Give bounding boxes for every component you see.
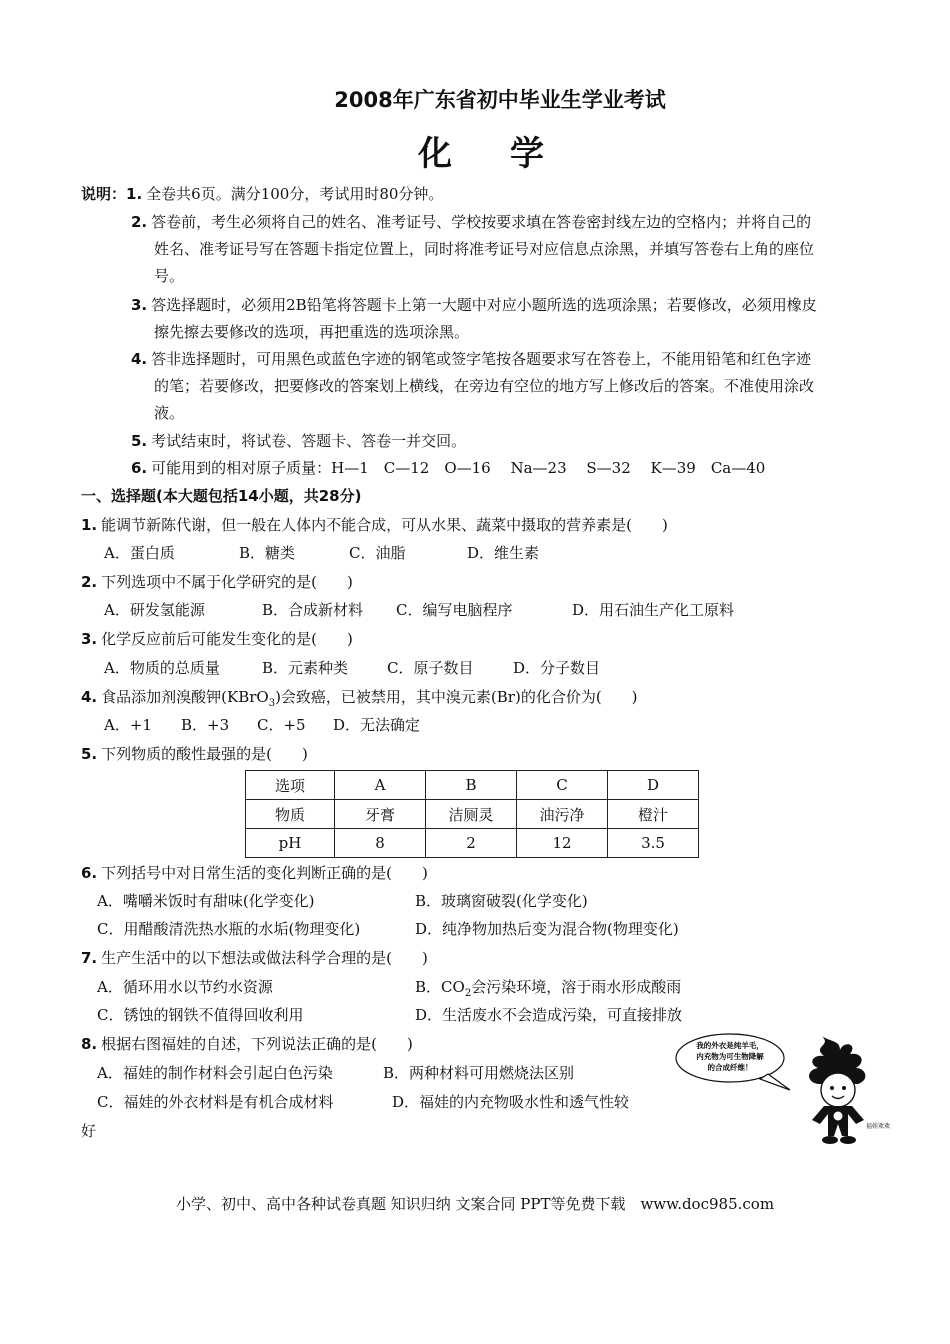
option: C．原子数目 xyxy=(387,659,474,677)
question-options xyxy=(104,542,539,563)
question-options xyxy=(104,599,734,620)
exam-title: 2008年广东省初中毕业生学业考试 xyxy=(334,88,666,112)
table-cell: 牙膏 xyxy=(335,800,426,829)
option: C．+5 xyxy=(257,716,306,734)
table-cell: 物质 xyxy=(246,800,335,829)
option: C．油脂 xyxy=(349,544,406,562)
table-cell: B xyxy=(426,771,517,800)
option: A．嘴嚼米饭时有甜味(化学变化) xyxy=(97,892,315,910)
option: A．研发氢能源 xyxy=(104,601,205,619)
instruction-line: 姓名、准考证号写在答题卡指定位置上，同时将准考证号对应信息点涂黑，并填写答卷右上角的座位 xyxy=(154,240,815,258)
instruction-line: 的笔；若要修改，把要修改的答案划上横线，在旁边有空位的地方写上修改后的答案。不准使用涂改 xyxy=(154,377,815,395)
option: B．两种材料可用燃烧法区别 xyxy=(383,1064,575,1082)
option: A．物质的总质量 xyxy=(104,659,220,677)
question-options xyxy=(97,976,681,999)
instructions-label: 说明： xyxy=(81,185,127,203)
svg-text:我的外衣是纯羊毛，: 我的外衣是纯羊毛， xyxy=(696,1041,764,1050)
question-tail: 好 xyxy=(81,1122,97,1140)
table-cell: 洁厕灵 xyxy=(426,800,517,829)
option: B．元素种类 xyxy=(262,659,349,677)
option: D．用石油生产化工原料 xyxy=(572,601,735,619)
instruction-line: 3. 答选择题时，必须用2B铅笔将答题卡上第一大题中对应小题所选的选项涂黑；若要修改，必须用橡皮 xyxy=(131,296,817,314)
question-stem: 1. 能调节新陈代谢，但一般在人体内不能合成，可从水果、蔬菜中摄取的营养素是( ) xyxy=(81,516,668,534)
ph-table xyxy=(245,770,699,858)
instruction-line: 说明：1. 全卷共6页。满分100分，考试用时80分钟。 xyxy=(81,185,444,203)
option: B．合成新材料 xyxy=(262,601,364,619)
question-stem: 3. 化学反应前后可能发生变化的是( ) xyxy=(81,630,353,648)
instruction-line: 液。 xyxy=(154,404,185,422)
question-stem: 8. 根据右图福娃的自述，下列说法正确的是( ) xyxy=(81,1035,413,1053)
option: A．福娃的制作材料会引起白色污染 xyxy=(97,1064,333,1082)
svg-text:的合成纤维！: 的合成纤维！ xyxy=(707,1063,753,1072)
option: D．生活废水不会造成污染，可直接排放 xyxy=(415,1006,683,1024)
section-title: 一、选择题(本大题包括14小题，共28分) xyxy=(81,487,362,505)
svg-text:福娃欢欢: 福娃欢欢 xyxy=(865,1123,891,1130)
question-stem: 2. 下列选项中不属于化学研究的是( ) xyxy=(81,573,353,591)
option: B．+3 xyxy=(181,716,230,734)
page-footer: 小学、初中、高中各种试卷真题 知识归纳 文案合同 PPT等免费下载 www.doc985.com xyxy=(175,1195,775,1213)
table-cell: A xyxy=(335,771,426,800)
instruction-line: 2. 答卷前，考生必须将自己的姓名、准考证号、学校按要求填在答卷密封线左边的空格内；并将自己的 xyxy=(131,213,812,231)
option: D．分子数目 xyxy=(513,659,601,677)
option: A．循环用水以节约水资源 xyxy=(97,978,273,996)
option: D．福娃的内充物吸水性和透气性较 xyxy=(392,1093,630,1111)
question-stem: 7. 生产生活中的以下想法或做法科学合理的是( ) xyxy=(81,949,428,967)
instruction-line: 5. 考试结束时，将试卷、答题卡、答卷一并交回。 xyxy=(131,432,467,450)
option: D．纯净物加热后变为混合物(物理变化) xyxy=(415,920,679,938)
table-cell: 12 xyxy=(517,829,608,858)
question-stem: 5. 下列物质的酸性最强的是( ) xyxy=(81,745,308,763)
question-options xyxy=(97,1091,629,1112)
table-cell: 油污净 xyxy=(517,800,608,829)
option: C．锈蚀的钢铁不值得回收利用 xyxy=(97,1006,304,1024)
table-cell: D xyxy=(608,771,699,800)
option: A．+1 xyxy=(104,716,152,734)
table-row xyxy=(246,771,699,800)
option: A．蛋白质 xyxy=(104,544,175,562)
option: B．$CO_2$会污染环境，溶于雨水形成酸雨 xyxy=(415,978,682,999)
table-cell: C xyxy=(517,771,608,800)
instruction-line: 6. 可能用到的相对原子质量：H—1 C—12 O—16 Na—23 S—32 K—39 Ca—40 xyxy=(131,459,766,477)
option: B．玻璃窗破裂(化学变化) xyxy=(415,892,588,910)
question-options xyxy=(104,714,420,735)
option: C．编写电脑程序 xyxy=(396,601,513,619)
table-cell: 8 xyxy=(335,829,426,858)
option: B．糖类 xyxy=(239,544,296,562)
option: C．用醋酸清洗热水瓶的水垢(物理变化) xyxy=(97,920,361,938)
instruction-line: 擦先擦去要修改的选项，再把重选的选项涂黑。 xyxy=(154,323,470,341)
question-options xyxy=(104,657,600,678)
instruction-line: 4. 答非选择题时，可用黑色或蓝色字迹的钢笔或签字笔按各题要求写在答卷上，不能用铅笔和红色字迹 xyxy=(131,350,812,368)
question-options xyxy=(97,890,588,911)
table-cell: 3.5 xyxy=(608,829,699,858)
question-stem: 6. 下列括号中对日常生活的变化判断正确的是( ) xyxy=(81,864,428,882)
fuwa-illustration xyxy=(672,1032,892,1150)
table-cell: pH xyxy=(246,829,335,858)
question-options xyxy=(97,1062,574,1083)
table-cell: 选项 xyxy=(246,771,335,800)
option: D．无法确定 xyxy=(333,716,421,734)
question-stem: 4. 食品添加剂溴酸钾(KBrO$_3$)会致癌，已被禁用，其中溴元素(Br)的化合价为( ) xyxy=(81,688,638,709)
table-row xyxy=(246,829,699,858)
svg-text:内充物为可生物降解: 内充物为可生物降解 xyxy=(696,1052,764,1061)
option: D．维生素 xyxy=(467,544,540,562)
question-options xyxy=(97,918,679,939)
table-row xyxy=(246,800,699,829)
instruction-line: 号。 xyxy=(154,267,185,285)
question-options xyxy=(97,1004,682,1025)
table-cell: 2 xyxy=(426,829,517,858)
subject-title: 化学 xyxy=(418,134,602,174)
fuwa-figure xyxy=(672,1032,892,1150)
option: C．福娃的外衣材料是有机合成材料 xyxy=(97,1093,334,1111)
table-cell: 橙汁 xyxy=(608,800,699,829)
